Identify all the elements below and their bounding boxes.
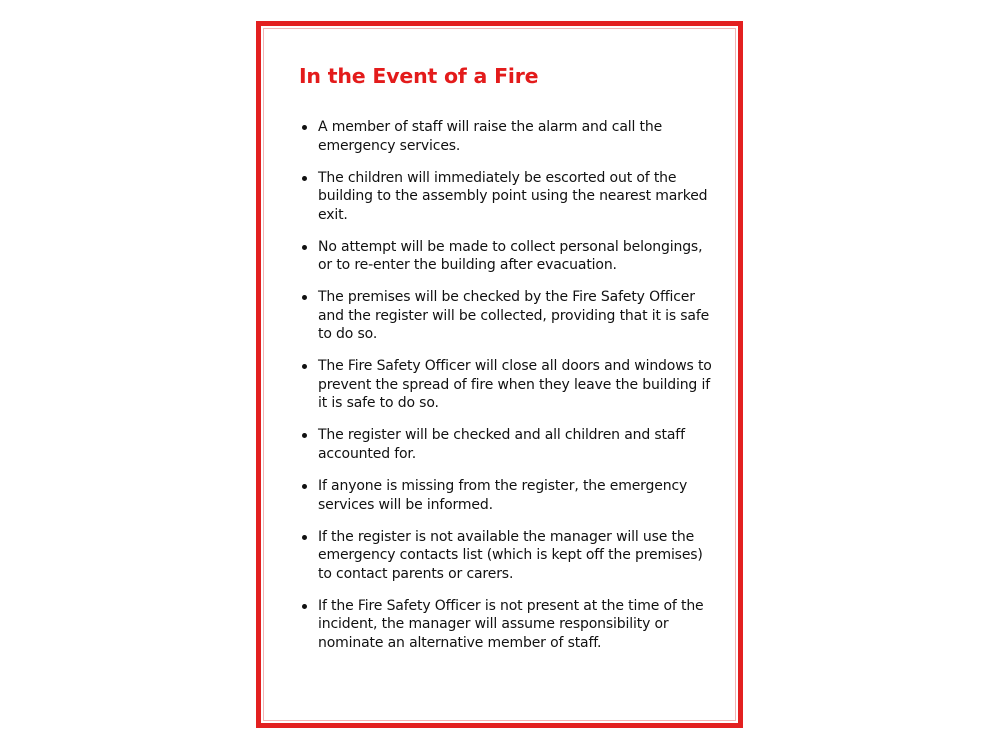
list-item-text: If the Fire Safety Officer is not present at the time of the incident, the manager will assume responsibility or nominate an alternative member of staff.	[318, 597, 704, 651]
list-item	[300, 357, 720, 413]
bullet-icon	[302, 535, 307, 540]
list-item	[300, 528, 720, 584]
list-item-text: The register will be checked and all children and staff accounted for.	[318, 427, 685, 462]
list-item	[300, 118, 720, 155]
list-item	[300, 169, 720, 225]
list-item-text: If the register is not available the manager will use the emergency contacts list (which is kept off the premises) to contact parents or carers.	[318, 528, 703, 582]
list-item-text: No attempt will be made to collect personal belongings, or to re-enter the building after evacuation.	[318, 238, 703, 274]
list-item	[300, 477, 720, 514]
bullet-icon	[302, 245, 307, 250]
bullet-icon	[302, 364, 307, 369]
bullet-icon	[302, 604, 307, 609]
fire-procedure-poster	[256, 21, 743, 728]
list-item	[300, 238, 720, 275]
procedure-list	[300, 118, 720, 666]
list-item	[300, 288, 720, 344]
list-item-text: The Fire Safety Officer will close all doors and windows to prevent the spread of fire when they leave the building if it is safe to do so.	[318, 358, 712, 412]
list-item-text: The children will immediately be escorted out of the building to the assembly point using the nearest marked exit.	[318, 169, 708, 223]
list-item	[300, 426, 720, 463]
list-item-text: A member of staff will raise the alarm and call the emergency services.	[318, 119, 663, 154]
bullet-icon	[302, 125, 307, 130]
bullet-icon	[302, 295, 307, 300]
bullet-icon	[302, 433, 307, 438]
bullet-icon	[302, 176, 307, 181]
list-item-text: The premises will be checked by the Fire Safety Officer and the register will be collected, providing that it is safe to do so.	[318, 289, 710, 343]
list-item-text: If anyone is missing from the register, the emergency services will be informed.	[318, 478, 688, 513]
bullet-icon	[302, 484, 307, 489]
list-item	[300, 597, 720, 653]
poster-title: In the Event of a Fire	[299, 64, 539, 88]
